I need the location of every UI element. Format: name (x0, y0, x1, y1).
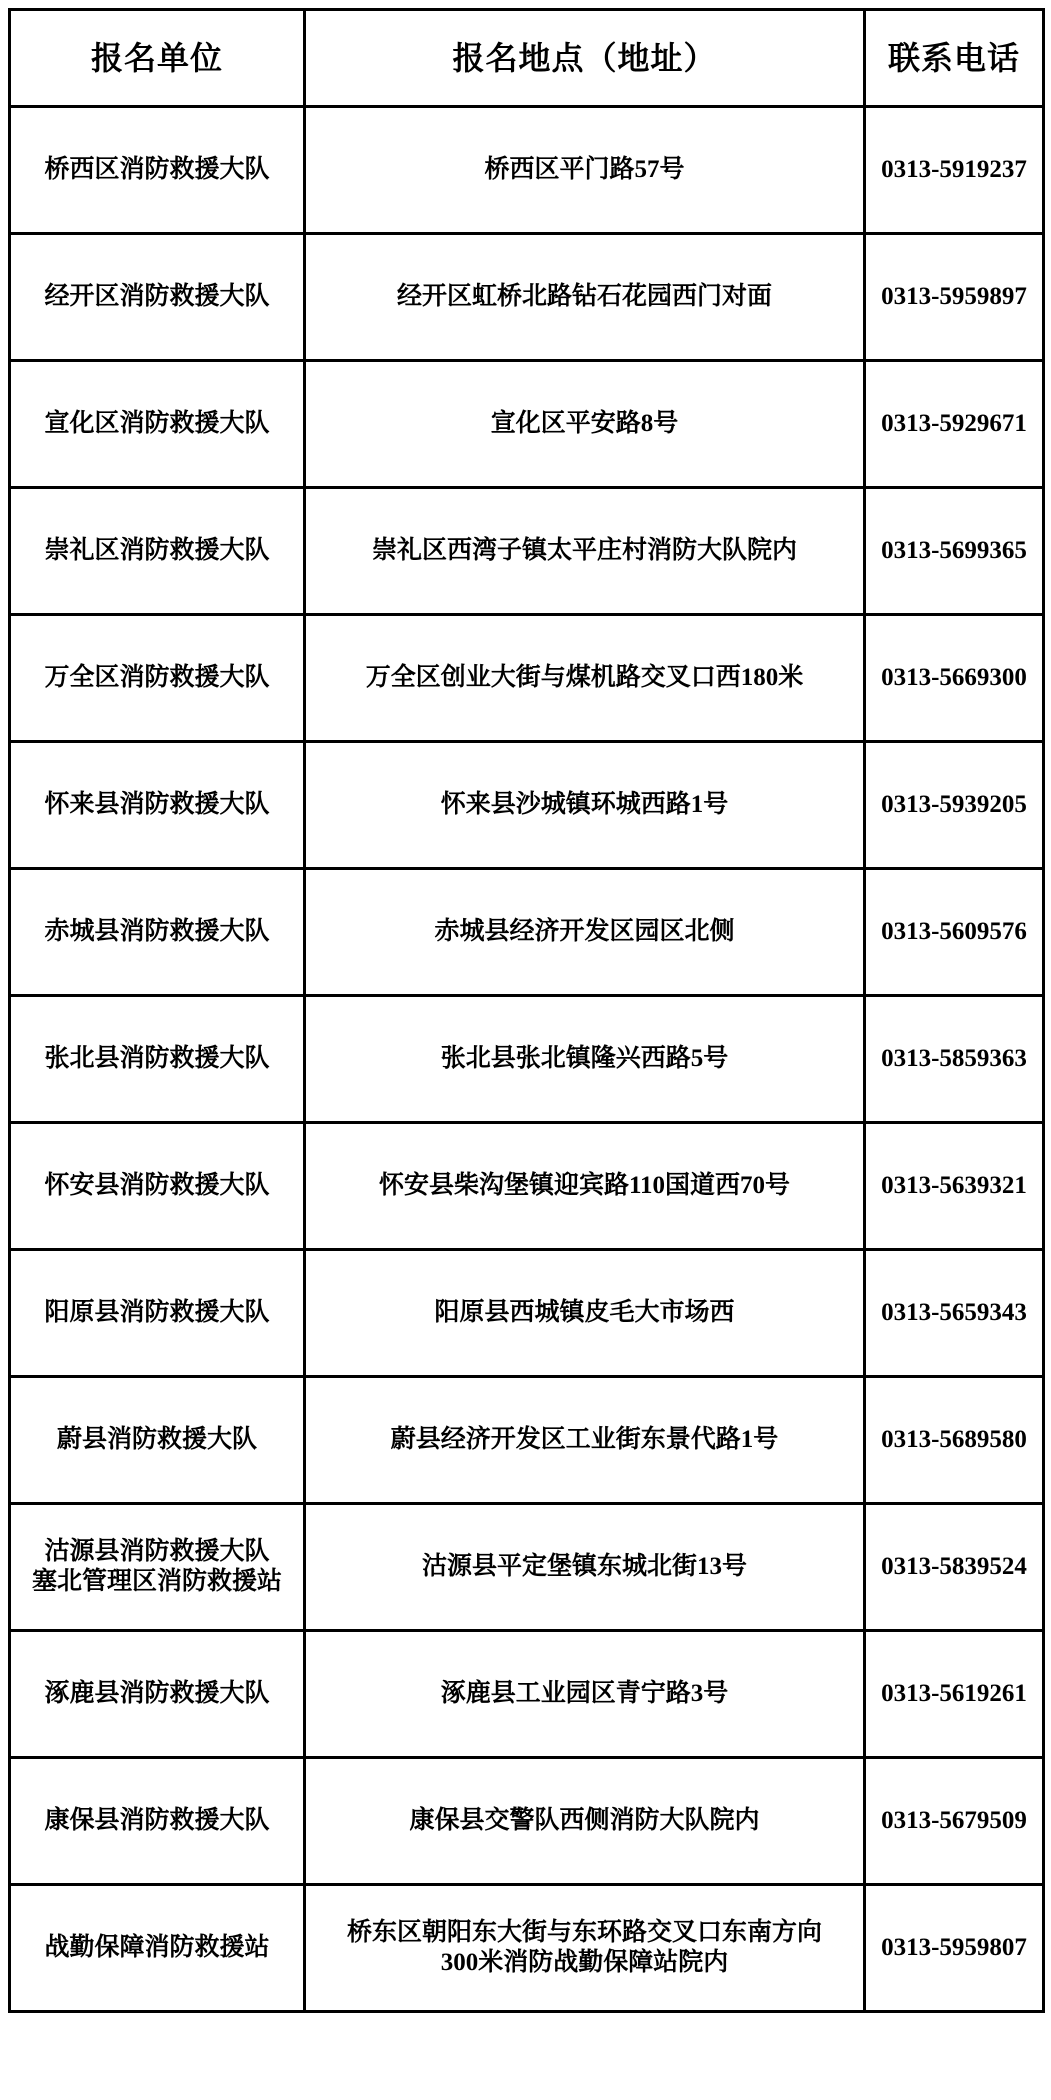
cell-phone: 0313-5699365 (865, 488, 1044, 615)
cell-address-line-1: 桥东区朝阳东大街与东环路交叉口东南方向 (346, 1918, 822, 1946)
cell-unit: 怀来县消防救援大队 (10, 742, 305, 869)
cell-address: 沽源县平定堡镇东城北街13号 (305, 1504, 865, 1631)
cell-address: 阳原县西城镇皮毛大市场西 (305, 1250, 865, 1377)
cell-unit: 怀安县消防救援大队 (10, 1123, 305, 1250)
cell-phone: 0313-5929671 (865, 361, 1044, 488)
cell-unit: 阳原县消防救援大队 (10, 1250, 305, 1377)
table-row (10, 742, 1044, 869)
cell-address: 张北县张北镇隆兴西路5号 (305, 996, 865, 1123)
table-row (10, 1631, 1044, 1758)
cell-unit: 涿鹿县消防救援大队 (10, 1631, 305, 1758)
table-row (10, 234, 1044, 361)
cell-address: 涿鹿县工业园区青宁路3号 (305, 1631, 865, 1758)
table-row (10, 361, 1044, 488)
cell-address: 怀安县柴沟堡镇迎宾路110国道西70号 (305, 1123, 865, 1250)
cell-address: 蔚县经济开发区工业街东景代路1号 (305, 1377, 865, 1504)
cell-address-line-2: 300米消防战勤保障站院内 (440, 1949, 729, 1976)
cell-unit: 崇礼区消防救援大队 (10, 488, 305, 615)
table-body (10, 107, 1044, 2012)
cell-unit: 宣化区消防救援大队 (10, 361, 305, 488)
column-header-phone: 联系电话 (865, 10, 1044, 107)
cell-address: 康保县交警队西侧消防大队院内 (305, 1758, 865, 1885)
cell-address (305, 1885, 865, 2012)
cell-phone: 0313-5959897 (865, 234, 1044, 361)
cell-address: 桥西区平门路57号 (305, 107, 865, 234)
table-row (10, 996, 1044, 1123)
cell-unit: 赤城县消防救援大队 (10, 869, 305, 996)
cell-unit: 桥西区消防救援大队 (10, 107, 305, 234)
table-row (10, 1123, 1044, 1250)
cell-phone: 0313-5939205 (865, 742, 1044, 869)
cell-phone: 0313-5679509 (865, 1758, 1044, 1885)
cell-unit (10, 1504, 305, 1631)
cell-address: 经开区虹桥北路钻石花园西门对面 (305, 234, 865, 361)
cell-phone: 0313-5859363 (865, 996, 1044, 1123)
table-row (10, 1885, 1044, 2012)
cell-unit-line-1: 沽源县消防救援大队 (44, 1537, 270, 1565)
cell-address: 崇礼区西湾子镇太平庄村消防大队院内 (305, 488, 865, 615)
table-row (10, 107, 1044, 234)
cell-phone: 0313-5669300 (865, 615, 1044, 742)
cell-phone: 0313-5609576 (865, 869, 1044, 996)
table-row (10, 1504, 1044, 1631)
table-header-row (10, 10, 1044, 107)
cell-address: 怀来县沙城镇环城西路1号 (305, 742, 865, 869)
cell-address: 万全区创业大街与煤机路交叉口西180米 (305, 615, 865, 742)
table-header (10, 10, 1044, 107)
cell-address: 赤城县经济开发区园区北侧 (305, 869, 865, 996)
cell-unit: 战勤保障消防救援站 (10, 1885, 305, 2012)
cell-address: 宣化区平安路8号 (305, 361, 865, 488)
cell-unit: 蔚县消防救援大队 (10, 1377, 305, 1504)
column-header-unit: 报名单位 (10, 10, 305, 107)
table-row (10, 488, 1044, 615)
cell-unit: 张北县消防救援大队 (10, 996, 305, 1123)
cell-unit: 康保县消防救援大队 (10, 1758, 305, 1885)
cell-unit: 万全区消防救援大队 (10, 615, 305, 742)
table-row (10, 615, 1044, 742)
table-row (10, 1377, 1044, 1504)
cell-unit: 经开区消防救援大队 (10, 234, 305, 361)
cell-phone: 0313-5659343 (865, 1250, 1044, 1377)
cell-unit-line-2: 塞北管理区消防救援站 (31, 1568, 282, 1595)
cell-phone: 0313-5919237 (865, 107, 1044, 234)
table-row (10, 869, 1044, 996)
column-header-address: 报名地点（地址） (305, 10, 865, 107)
cell-phone: 0313-5639321 (865, 1123, 1044, 1250)
registration-table (8, 8, 1045, 2013)
cell-phone: 0313-5689580 (865, 1377, 1044, 1504)
cell-phone: 0313-5839524 (865, 1504, 1044, 1631)
table-row (10, 1250, 1044, 1377)
cell-phone: 0313-5619261 (865, 1631, 1044, 1758)
table-row (10, 1758, 1044, 1885)
cell-phone: 0313-5959807 (865, 1885, 1044, 2012)
